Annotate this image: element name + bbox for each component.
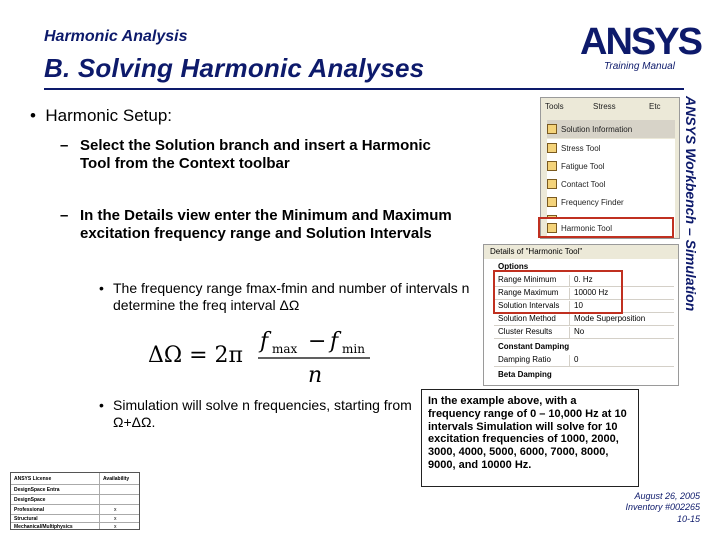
- details-header: Details of "Harmonic Tool": [484, 245, 678, 259]
- row-key: Range Maximum: [494, 288, 570, 299]
- menu-item-label: Frequency Finder: [561, 197, 624, 207]
- sub-bullet: •: [99, 280, 104, 296]
- row-key: Cluster Results: [494, 327, 570, 338]
- row-value[interactable]: Mode Superposition: [574, 314, 646, 323]
- row-cluster-results[interactable]: [494, 327, 674, 339]
- license-row-divider: [11, 522, 139, 523]
- sub-text: Simulation will solve n frequencies, starting from Ω+ΔΩ.: [113, 397, 412, 431]
- note-simulation-solve: [99, 397, 413, 431]
- group-constant-damping[interactable]: [484, 342, 678, 354]
- menu-item-label: Contact Tool: [561, 179, 606, 189]
- license-row-name: Professional: [14, 507, 45, 513]
- row-value[interactable]: 10: [574, 301, 583, 310]
- group-label: Options: [498, 262, 529, 271]
- side-label: [683, 96, 715, 406]
- license-row-name: Mechanical/Multiphysics: [14, 524, 73, 530]
- dash-marker: –: [60, 207, 69, 224]
- license-row-divider: [11, 484, 139, 485]
- example-note: In the example above, with a frequency range of 0 – 10,000 Hz at 10 intervals Simulation will solve for 10 excitation frequencies of 1000, 2000, 3000, 4000, 5000, 6000, 7000, 8000, 9000, and 10000 Hz.: [421, 389, 639, 487]
- group-label: Beta Damping: [498, 370, 552, 379]
- step-select-solution: [60, 137, 460, 174]
- sub-text: The frequency range fmax-fmin and number of intervals n determine the freq interval ΔΩ: [113, 280, 470, 314]
- footer-inventory: Inventory #002265: [625, 502, 700, 513]
- group-beta-damping[interactable]: [484, 370, 678, 382]
- fatigue-icon: [547, 161, 557, 171]
- range-intervals-highlight: [493, 270, 623, 314]
- ansys-logo: [578, 18, 708, 62]
- formula-lhs: ΔΩ = 2π: [148, 343, 244, 368]
- menu-item-label: Solution Information: [561, 124, 633, 134]
- menu-item-frequency-finder[interactable]: [547, 193, 675, 211]
- bullet-harmonic-setup: [30, 106, 172, 127]
- contact-icon: [547, 179, 557, 189]
- menu-item-label: Stress Tool: [561, 143, 601, 153]
- dash-marker: –: [60, 137, 69, 154]
- formula-f-b: f: [330, 329, 339, 354]
- menu-item-stress-tool[interactable]: [547, 139, 675, 157]
- side-label-text: ANSYS Workbench – Simulation: [683, 96, 699, 312]
- row-key: Damping Ratio: [494, 355, 570, 366]
- note-frequency-range: [99, 280, 473, 314]
- row-value[interactable]: 10000 Hz: [574, 288, 609, 297]
- details-view: [483, 244, 679, 386]
- ansys-logo-text: ANSYS: [580, 21, 701, 62]
- license-col-divider: [99, 473, 100, 529]
- page-title: B. Solving Harmonic Analyses: [44, 53, 425, 83]
- bullet-dot: •: [30, 106, 46, 125]
- header-rule: [44, 88, 684, 90]
- sub-bullet: •: [99, 397, 104, 413]
- license-head-availability: Availability: [103, 476, 130, 482]
- tools-menu[interactable]: Tools: [545, 102, 564, 111]
- delta-omega-formula: [148, 322, 388, 388]
- license-row-value: x: [114, 507, 117, 513]
- menu-item-label: Harmonic Tool: [561, 223, 612, 233]
- menu-item-solution-information[interactable]: [547, 120, 675, 138]
- step-text: Select the Solution branch and insert a Harmonic Tool from the Context toolbar: [80, 137, 431, 173]
- footer-info: [590, 491, 700, 525]
- license-row-value: x: [114, 524, 117, 530]
- license-table: [10, 472, 140, 530]
- row-key: Solution Method: [494, 314, 570, 325]
- footer-date: August 26, 2005: [634, 491, 700, 501]
- harmonic-tool-highlight: [538, 217, 674, 238]
- footer-page: 10-15: [676, 513, 700, 524]
- formula-sub-min: min: [342, 342, 365, 356]
- row-solution-method[interactable]: [494, 314, 674, 326]
- formula-den: n: [308, 363, 323, 388]
- frequency-icon: [547, 197, 557, 207]
- toolbar-menu-row: [541, 100, 679, 116]
- row-value[interactable]: No: [574, 327, 585, 336]
- formula-minus: −: [308, 329, 327, 354]
- step-text: In the Details view enter the Minimum and Maximum excitation frequency range and Solution Intervals: [80, 207, 452, 243]
- menu-item-label: Fatigue Tool: [561, 161, 605, 171]
- license-row-name: DesignSpace Entra: [14, 487, 60, 493]
- row-value[interactable]: 0. Hz: [574, 275, 593, 284]
- step-details-view: [60, 207, 470, 244]
- license-row-name: Structural: [14, 516, 38, 522]
- stress-icon: [547, 143, 557, 153]
- row-damping-ratio[interactable]: [494, 355, 674, 367]
- license-head-name: ANSYS License: [14, 476, 52, 482]
- etc-menu[interactable]: Etc: [649, 102, 661, 111]
- license-row-divider: [11, 494, 139, 495]
- info-icon: [547, 124, 557, 134]
- row-value[interactable]: 0: [574, 355, 579, 364]
- group-label: Constant Damping: [498, 342, 570, 351]
- formula-sub-max: max: [272, 342, 298, 356]
- license-row-divider: [11, 514, 139, 515]
- menu-item-fatigue-tool[interactable]: [547, 157, 675, 175]
- license-row-divider: [11, 504, 139, 505]
- section-subtitle: Harmonic Analysis: [44, 28, 188, 45]
- formula-f-a: f: [260, 329, 269, 354]
- menu-item-contact-tool[interactable]: [547, 175, 675, 193]
- license-row-name: DesignSpace: [14, 497, 46, 503]
- row-key: Range Minimum: [494, 275, 570, 286]
- row-key: Solution Intervals: [494, 301, 570, 312]
- bullet-text: Harmonic Setup:: [45, 106, 173, 125]
- license-row-value: x: [114, 516, 117, 522]
- stress-menu[interactable]: Stress: [593, 102, 616, 111]
- training-manual-label: Training Manual: [604, 61, 675, 72]
